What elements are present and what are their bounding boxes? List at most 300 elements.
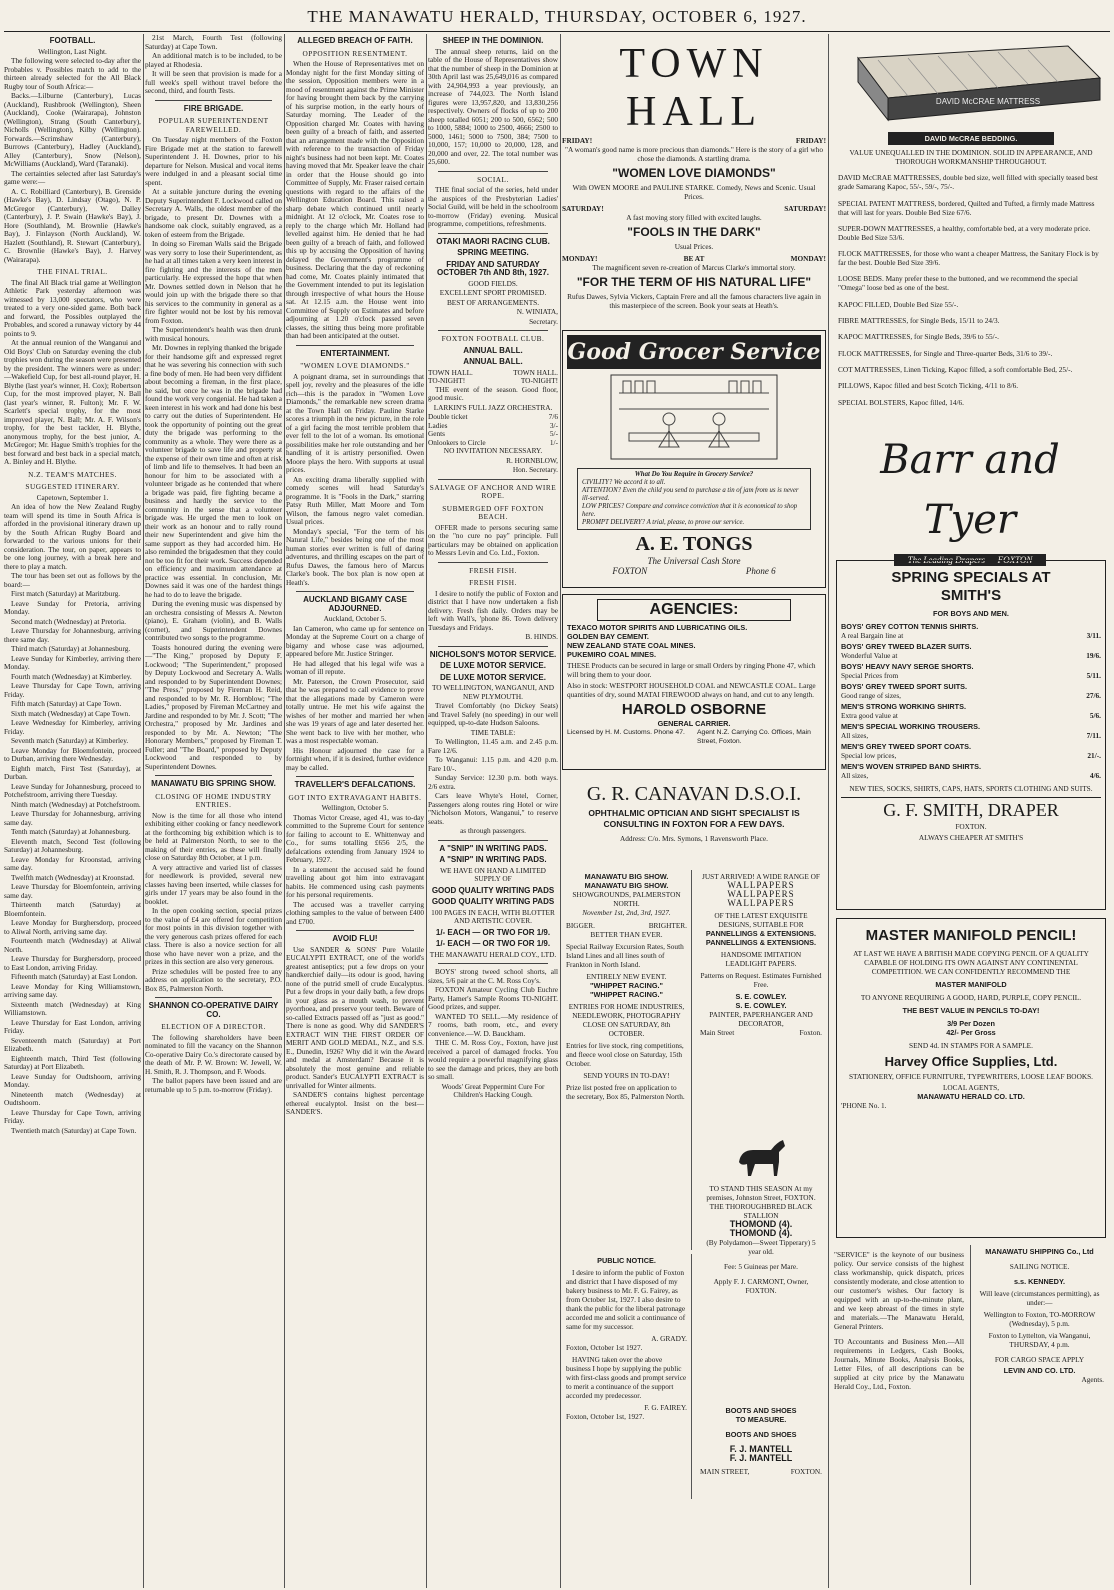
itinerary-item: Twentieth match (Saturday) at Cape Town. [11, 1125, 137, 1135]
signature: Apply F. J. CARMONT, Owner, FOXTON. [713, 1277, 809, 1295]
special-name: BOYS' GREY TWEED SPORT SUITS. [841, 682, 968, 691]
saturday-row [562, 204, 826, 213]
article-paragraph: A very attractive and varied list of classes for needlework is provided, several new classes having been inserted, while classes for girls under 17 years may be also found in the booklet. [145, 862, 282, 906]
nz-team-subheading: SUGGESTED ITINERARY. [25, 482, 120, 491]
service-line: ATTENTION? Even the child you send to purchase a tin of jam from us is never ill-served. [582, 487, 799, 502]
mattress-list [838, 173, 1104, 406]
whippet-racing: "WHIPPET RACING." [590, 990, 663, 999]
ad-line: To Wanganui: 1.15 p.m. and 4.20 p.m. Fare 10/-. [428, 755, 558, 773]
mattress-label: DAVID McCRAE MATTRESS [935, 97, 1041, 106]
smiths-title: SPRING SPECIALS AT [891, 569, 1051, 586]
football-heading: FOOTBALL. [49, 36, 96, 45]
article-paragraph: Prize schedules will be posted free to any address on application to the secretary, P.O. Box 85, Palmerston North. [145, 966, 282, 993]
ad-paragraph: STATIONERY, OFFICE FURNITURE, TYPEWRITERS, LOOSE LEAF BOOKS. [848, 1072, 1094, 1081]
smiths-ad [836, 560, 1106, 910]
special-desc: Special Prices from [841, 671, 899, 680]
ad-line: WE HAVE ON HAND A LIMITED SUPPLY OF [440, 865, 546, 883]
special-desc: All sizes, [841, 771, 869, 780]
street: MAIN STREET, [700, 1467, 750, 1476]
divider [296, 776, 414, 777]
town-hall-title: TOWN HALL [619, 41, 769, 135]
special-price-row [841, 751, 1101, 760]
ad-line: EXCELLENT SPORT PROMISED. [439, 288, 547, 297]
ad-paragraph: VALUE UNEQUALLED IN THE DOMINION. SOLID IN APPEARANCE, AND THOROUGH WORKMANSHIP THROUGHOUT. [849, 148, 1093, 166]
ad-line: OF THE LATEST EXQUISITE DESIGNS, SUITABLE FOR [714, 911, 808, 929]
ad-paragraph: TO Accountants and Business Men.—All requirements in Ledgers, Cash Books, Journals, Minute Books, Analysis Books, Letter Files, of all descriptions can be supplied at city price by the Manawatu Herald Coy., Ltd., Foxton. [834, 1337, 964, 1391]
ad-paragraph: FOR CARGO SPACE APPLY [994, 1355, 1085, 1364]
agencies-title: AGENCIES: [597, 599, 791, 621]
article-paragraph: At the annual reunion of the Wanganui and Old Boys' Club on Saturday evening the club trophies won during the season were presented by the president. The winners were as under:—Wakefield Cup, for best all-round player, H. Blythe (last year's winner, H. Cox); Robertson Cup, for the most improved player, N. Ball (last year's winner, R. Fulton); Mr. F. W. Scarlett's special trophy, for the most improved player, N. Ball; Mr. A. F. Wilson's trophy, for the best tackler, H. Blythe, anonymous trophy, for the best junior, A. McGregor; Mr. Hague Smith's trophies for the best forward and best back in a special match, A. Binley and H. Blythe. [4, 338, 141, 466]
itinerary-list [4, 590, 141, 1135]
fire-brigade-body [145, 136, 282, 771]
otaki-subheading: SPRING MEETING. [457, 248, 529, 257]
special-price: 4/6. [1089, 771, 1101, 780]
snip-heading: A "SNIP" IN WRITING PADS. [439, 843, 547, 853]
itinerary-item: Eighth match, First Test (Saturday), at Durban. [4, 763, 141, 781]
fire-brigade-heading: FIRE BRIGADE. [183, 103, 244, 113]
ad-line: (By Polydamon—Sweet Tipperary) 5 year old. [706, 1238, 816, 1256]
grocer-phone: Phone 6 [745, 566, 776, 576]
ship-name: s.s. KENNEDY. [1013, 1277, 1066, 1286]
divider [155, 775, 272, 776]
article-paragraph: Toasts honoured during the evening were—"The King," proposed by Deputy F. Lockwood; "The Superintendent," proposed by Deputy Lockwood and Secretary A. Walls and responded to by Superintendent Downes; "The Press," proposed by Fireman H. Reid, and responded to by Mr. R. Hornblow; "The Ladies," proposed by Fireman McCartney and Jardine and responded to by Mr. J. Scott; "The Orchestra," proposed by Mr. Jardines and responded to by Mr. A. Newton; "The Honorary Members," proposed by Fireman T. Fuller; and "The Board," proposed by Deputy Lockwood and responded to by Superintendent Downes. [145, 642, 282, 771]
grocer-sub: The Universal Cash Store [647, 556, 741, 566]
column-4 [428, 34, 558, 1588]
mattress-item: KAPOC FILLED, Double Bed Size 55/-. [838, 299, 959, 309]
special-desc: Wonderful Value at [841, 651, 898, 660]
article-paragraph: Monday's special, "For the term of his Natural Life," besides being one of the most human stories ever written is full of daring adventures, and thrilling escapes on the part of Rufus Dawes, the famous hero of Marcus Clarke's book. The box plan is now open at Heath's. [286, 526, 424, 587]
footer-right: Agent N.Z. Carrying Co. Offices, Main Street, Foxton. [697, 729, 811, 745]
special-item [841, 622, 1101, 640]
printing-service-ad [830, 1245, 968, 1585]
divider [155, 997, 272, 998]
ad-paragraph: Usual Prices. [674, 242, 714, 251]
fire-brigade-subheading: POPULAR SUPERINTENDENT FAREWELLED. [158, 116, 269, 134]
ad-paragraph: SEND 4d. IN STAMPS FOR A SAMPLE. [909, 1041, 1033, 1050]
grocer-name: A. E. TONGS [635, 533, 753, 555]
specials-list [841, 622, 1101, 780]
boots-ad [696, 1404, 826, 1574]
pad-price: 1/- EACH — OR TWO FOR 1/9. [435, 939, 551, 948]
special-price-row [841, 691, 1101, 700]
grocer-footer [563, 566, 825, 576]
itinerary-item: Ninth match (Wednesday) at Potchefstroom. [11, 799, 141, 809]
day-right: SATURDAY! [784, 204, 826, 213]
itinerary-item: Sixteenth match (Wednesday) at King Williamstown. [4, 999, 141, 1017]
article-paragraph: A. C. Robilliard (Canterbury), B. Grenside (Hawke's Bay), D. Lindsay (Otago), N. P. McGregor (Canterbury), W. Dalley (Canterbury), J. P. Swain (Hawke's Bay), J. Hore (Southland), M. Brownlie (Hawke's Bay), J. Finlayson (North Auckland), W. Hazlett (Southland), R. Stewart (Canterbury), C. Brownlie (Hawke's Bay), J. Harvey (Wairarapa). [4, 186, 141, 264]
mattress-item: FLOCK MATTRESSES, for those who want a cheaper Mattress, the Sanitary Flock is by far the best. Double Bed Size 39/6. [838, 249, 1099, 268]
itinerary-item: Leave Monday for Bloemfontein, proceed to Durban, arriving there Wednesday. [4, 745, 141, 763]
wallpapers: WALLPAPERS [727, 889, 795, 899]
price-value: 5/- [549, 429, 558, 438]
dairy-subheading: ELECTION OF A DIRECTOR. [161, 1022, 266, 1031]
mattress-illustration [838, 38, 1104, 128]
ad-paragraph: A fast moving story filled with excited laughs. [626, 213, 762, 222]
ad-paragraph: Travel Comfortably (no Dickey Seats) and Travel Safely (no speeding) in our well equipped, up-to-date Hudson Saloons. [428, 701, 558, 727]
dateline: Wellington, Last Night. [38, 46, 107, 56]
show-dates: November 1st, 2nd, 3rd, 1927. [582, 908, 671, 917]
show-line: ENTIRELY NEW EVENT. [586, 972, 667, 981]
spring-show-subheading: CLOSING OF HOME INDUSTRY ENTRIES. [155, 791, 272, 809]
itinerary-item: Leave Monday for Burghersdorp, proceed to Aliwal North, arriving same day. [4, 918, 141, 936]
price: 3/9 Per Dozen [947, 1019, 995, 1028]
breach-of-faith-heading: ALLEGED BREACH OF FAITH. [297, 36, 413, 45]
smiths-title: SMITH'S [940, 587, 1002, 604]
ad-line: TIME TABLE: [470, 727, 516, 737]
horse-icon [731, 1132, 791, 1182]
otaki-dates: FRIDAY AND SATURDAY OCTOBER 7th AND 8th, 1927. [436, 259, 550, 277]
snip-heading: A "SNIP" IN WRITING PADS. [439, 855, 547, 864]
article-paragraph: The following shareholders have been nominated to fill the vacancy on the Shannon Co-operative Dairy Co.'s directorate caused by the death of Mr. P. W. Brown: W. Jewell, W. H. Smith, R. J. Thompson, and F. Woods. [145, 1032, 282, 1076]
article-paragraph: Thomas Victor Crease, aged 41, was to-day committed to the Supreme Court for sentence for failing to account to E. Whittenway and Co., for sums totalling £656 2/5, the defalcations extending from January 1924 to February, 1927. [286, 812, 424, 864]
fish-heading: FRESH FISH. [469, 578, 517, 587]
itinerary-item: Fifteenth match (Saturday) at East London. [11, 972, 138, 981]
itinerary-item: Leave Sunday for Oudtshoorn, arriving Monday. [4, 1071, 141, 1089]
date-left: TO-NIGHT! [428, 376, 466, 385]
itinerary-item: Leave Thursday for Burghersdorp, proceed to East London, arriving Friday. [4, 954, 141, 972]
stallion-name: THOMOND (4). [729, 1228, 793, 1238]
ad-line: TO WELLINGTON, WANGANUI, AND NEW PLYMOUTH. [431, 683, 555, 701]
special-name: MEN'S STRONG WORKING SHIRTS. [841, 702, 966, 711]
itinerary-item: Leave Sunday for Pretoria, arriving Monday. [4, 598, 141, 616]
show-row [566, 921, 687, 930]
column-rule [284, 34, 285, 1588]
barr-tyer-tagline: The Leading Drapers — FOXTON [894, 554, 1047, 566]
show-heading: MANAWATU BIG SHOW. [584, 872, 669, 881]
ad-paragraph: THE event of the season. Good floor, good music. [428, 384, 558, 402]
itinerary-item: Leave Thursday for Cape Town, arriving Friday. [4, 681, 141, 699]
cowley-name: S. E. COWLEY. [735, 992, 787, 1001]
signature-title: Hon. Secretary. [512, 465, 558, 474]
special-name: BOYS' GREY COTTON TENNIS SHIRTS. [841, 622, 979, 631]
classified: FOXTON Amateur Cycling Club Euchre Party, Hamer's Sample Rooms TO-NIGHT. Good prizes, and supper. [428, 985, 558, 1011]
ad-paragraph: Rufus Dawes, Sylvia Vickers, Captain Frere and all the famous characters live again in this masterpiece of the screen. Book your seats at Heath's. [567, 292, 821, 310]
article-paragraph: THE final social of the series, held under the auspices of the Presbyterian Ladies' Social Guild, will be held in the schoolroom to-morrow (Friday) evening. Musical programme, competitions, refreshments. [428, 185, 558, 228]
divider [438, 840, 548, 841]
ad-paragraph: Foxton to Lyttelton, via Wanganui, THURSDAY, 4 p.m. [988, 1331, 1091, 1349]
special-item [841, 662, 1101, 680]
notice-date: Foxton, October 1st 1927. [566, 1343, 643, 1352]
film-title: "FOOLS IN THE DARK" [627, 225, 761, 239]
ad-paragraph: I desire to notify the public of Foxton and district that I have now undertaken a fish delivery. Fresh fish daily. Orders may be left with Wall's, 'phone 86. Town delivery Tuesdays and Fridays. [428, 588, 558, 632]
osborne-name: HAROLD OSBORNE [621, 701, 767, 718]
article-paragraph: The annual sheep returns, laid on the table of the House of Representatives show that the number of sheep in the Dominion at 30th April last was 25,649,016 as compared with 24,904,993 a year previously, an increase of 744,023. The North Island figures were 13,957,820, and 13,830,256 respectively. Owners of flocks of up to 200 sheep totalled 6051; 200 to 500, 6562; 500 to 1000, 5884; 1000 to 2500, 4666; 2500 to 5000, 1461; 5000 to 7500, 384; 7500 to 10,000, 157; 10,000 to 20,000, 128, and 20,000 and over, 22. The total number was 25,600. [428, 46, 558, 166]
canavan-text: OPHTHALMIC OPTICIAN AND SIGHT SPECIALIST IS CONSULTING IN FOXTON FOR A FEW DAYS. [588, 808, 800, 829]
town-hall-ad [562, 34, 826, 324]
cowley-role: PAINTER, PAPERHANGER AND DECORATOR, [709, 1010, 813, 1028]
itinerary-item: Fourteenth match (Wednesday) at Aliwal North. [4, 936, 141, 954]
special-name: MEN'S WOVEN STRIPED BAND SHIRTS. [841, 762, 981, 771]
fish-heading: FRESH FISH. [469, 565, 517, 575]
divider [438, 963, 548, 964]
day-right: MONDAY! [790, 254, 826, 263]
ad-line: Sunday Service: 12.30 p.m. both ways. 2/6 extra. [428, 773, 558, 791]
signature: B. HINDS. [525, 632, 558, 641]
article-paragraph: Now is the time for all those who intend exhibiting either cooking or fancy needlework at the forthcoming big exhibition which is to be held at Palmerston North, to see to the making of their entries, as these will finally close on Saturday 8th October, at 1 p.m. [145, 810, 282, 862]
venue-left: TOWN HALL. [428, 367, 473, 377]
itinerary-item: Leave Thursday for East London, arriving Friday. [4, 1017, 141, 1035]
article-paragraph: The accused was a traveller carrying clothing samples to the value of between £400 and £700. [286, 899, 424, 926]
special-desc: Extra good value at [841, 711, 898, 720]
divider [438, 646, 548, 647]
special-item [841, 702, 1101, 720]
special-desc: Special low prices, [841, 751, 897, 760]
osborne-footer [567, 728, 821, 746]
annual-ball: ANNUAL BALL. [463, 345, 523, 355]
canavan-ad [562, 778, 826, 868]
masthead-rule [4, 31, 1110, 32]
special-price-row [841, 671, 1101, 680]
article-paragraph: On Tuesday night members of the Foxton Fire Brigade met at the station to farewell Superintendent J. H. Downes, prior to his departure for Nelson. Musical and vocal items were indulged in and a pleasant social time spent. [145, 135, 282, 187]
agency-line: PUKEMIRO COAL MINES. [567, 650, 657, 659]
article-paragraph: It will be seen that provision is made for a full week's spell without travel before the second, third, and fourth Tests. [145, 69, 282, 95]
article-paragraph: In the open cooking section, special prizes to the value of £4 are offered for competition for most points in this division together with the very generous cash prizes offered for each class. There is also a novice section for all those who have never won a prize, and the prizes in this section are also very generous. [145, 906, 282, 966]
itinerary-item: Leave Thursday for Cape Town, arriving Friday. [4, 1107, 141, 1125]
price: 42/- Per Gross [946, 1028, 996, 1037]
pannellings: PANNELLINGS & EXTENSIONS. [705, 938, 817, 947]
divider [296, 345, 414, 346]
signature: A. GRADY. [651, 1334, 687, 1343]
monday-row [562, 254, 826, 263]
notice-date: Foxton, October 1st, 1927. [566, 1412, 645, 1421]
wallpapers-ad [696, 870, 826, 1125]
itinerary-item: Leave Sunday for Kimberley, arriving there Monday. [4, 653, 141, 671]
article-paragraph: At a suitable juncture during the evening Deputy Superintendent F. Lockwood called on Secretary A. Walls, the oldest member of the brigade, to present Dr. Downes with a handsome oak clock, suitably engraved, as a token of esteem from the Brigade. [145, 187, 282, 239]
special-price: 3/11. [1086, 631, 1101, 640]
social-heading: SOCIAL. [477, 174, 509, 184]
writing-pads: GOOD QUALITY WRITING PADS [431, 897, 555, 906]
ad-line: LOCAL AGENTS, [942, 1083, 1000, 1092]
itinerary-item: Leave Wednesday for Kimberley, arriving Friday. [4, 718, 141, 736]
ad-line: as through passengers. [460, 826, 526, 835]
ad-paragraph: ENTRIES FOR HOME INDUSTRIES, NEEDLEWORK, PHOTOGRAPHY CLOSE ON SATURDAY, 8th OCTOBER. [568, 1002, 685, 1038]
special-price-row [841, 631, 1101, 640]
special-item [841, 722, 1101, 740]
article-paragraph: Backs.—Lilburne (Canterbury), Lucas (Auckland), Rushbrook (Wellington), Sheen (Auckland), Cooke (Wairarapa), Johnston (Wellington), Strang (South Canterbury), Nicholls (Wellington), Kilby (Wellington). Forwards.—Scrimshaw (Canterbury), Burrows (Canterbury), Hadley (Auckland), Alley (Canterbury), Snow (Nelson), McWilliams (Auckland), Ward (Taranaki). [4, 91, 141, 168]
defalcations-heading: TRAVELLER'S DEFALCATIONS. [294, 780, 416, 789]
special-name: BOYS' GREY TWEED BLAZER SUITS. [841, 642, 972, 651]
article-paragraph: 21st March, Fourth Test (following Saturday) at Cape Town. [145, 34, 282, 51]
mattress-item: SPECIAL BOLSTERS, Kapoc filled, 14/6. [838, 397, 965, 407]
itinerary-item: Fourth match (Wednesday) at Kimberley. [11, 671, 132, 681]
barr-tyer-ad [840, 430, 1100, 565]
ad-paragraph: The magnificent seven re-creation of Marcus Clarke's immortal story. [592, 263, 796, 272]
classified: THE C. M. Ross Coy., Foxton, have just received a parcel of damaged frocks. You would require a powerful magnifying glass to see the damage and prices, they are both so small. [428, 1038, 558, 1081]
price-table [428, 413, 558, 447]
ad-paragraph: Also in stock: WESTPORT HOUSEHOLD COAL and NEWCASTLE COAL. Large quantities of dry, sound MATAI FIREWOOD always on hand, and cut to any length. [567, 681, 816, 699]
defalcations-body [286, 814, 424, 927]
article-paragraph: An additional match is to be included, to be played at Rhodesia. [145, 51, 282, 69]
entertainment-heading: ENTERTAINMENT. [320, 348, 390, 358]
special-price: 19/6. [1086, 651, 1101, 660]
motor-service-heading: NICHOLSON'S MOTOR SERVICE. [429, 649, 557, 659]
itinerary-item: Sixth match (Wednesday) at Cape Town. [11, 708, 131, 718]
special-desc: Good range of sizes, [841, 691, 901, 700]
special-price-row [841, 771, 1101, 780]
pannellings: PANNELLINGS & EXTENSIONS. [705, 929, 817, 938]
spring-show-heading: MANAWATU BIG SPRING SHOW. [151, 779, 276, 788]
classified: WANTED TO SELL.—My residence of 7 rooms, bath room, etc., and every convenience.—W. D. Bauckham. [428, 1011, 558, 1038]
defalcations-subheading: GOT INTO EXTRAVAGANT HABITS. [288, 792, 422, 802]
ad-paragraph: "A woman's good name is more precious than diamonds." Here is the story of a girl who chose the diamonds. A startling drama. [565, 145, 823, 163]
signature-title: Secretary. [529, 316, 558, 326]
article-paragraph: In doing so Fireman Walls said the Brigade was very sorry to lose their Superintendent, as he had at all times taken a very keen interest in fire fighting and the interests of the men particularly. He expressed the hope that when Mr. Downes settled down in Nelson that he would join up with the brigade there so that his services to the community in general as a fire fighter would not be lost by his removal from Foxton. [145, 239, 282, 325]
ad-paragraph: THESE Products can be secured in large or small Orders by ringing Phone 47, which will bring them to your door. [567, 661, 816, 679]
breach-of-faith-subheading: OPPOSITION RESENTMENT. [302, 48, 408, 58]
agencies-ad [562, 594, 826, 770]
special-desc: All sizes, [841, 731, 869, 740]
price-row [428, 413, 558, 422]
agency-line: NEW ZEALAND STATE COAL MINES. [567, 641, 696, 650]
special-price: 7/11. [1086, 731, 1101, 740]
special-price-row [841, 731, 1101, 740]
mattress-item: SPECIAL PATENT MATTRESS, bordered, Quilted and Tufted, a firmly made Mattress that will last for years. Double Bed Size 67/6. [838, 198, 1095, 217]
special-item [841, 762, 1101, 780]
article-paragraph: In a statement the accused said he found travelling about got him into extravagant habits. He commenced using cash payments for his personal requirements. [286, 864, 424, 899]
special-price-row [841, 711, 1101, 720]
notice-paragraph: HAVING taken over the above business I hope by supplying the public with first-class goods and prompt service to merit a continuance of the support accorded my predecessor. [566, 1355, 687, 1400]
stallion-name: THOMOND (4). [729, 1219, 793, 1229]
itinerary-item: Leave Thursday for Johannesburg, arriving there same day. [4, 626, 141, 644]
divider [296, 930, 414, 931]
day-left: SATURDAY! [562, 204, 604, 213]
sheep-heading: SHEEP IN THE DOMINION. [442, 36, 544, 45]
special-price: 27/6. [1086, 691, 1101, 700]
column-2 [145, 34, 282, 1588]
special-item [841, 642, 1101, 660]
classified: BOYS' strong tweed school shorts, all sizes, 5/6 pair at the C. M. Ross Coy's. [428, 967, 558, 985]
public-notice [562, 1254, 692, 1499]
pad-price: 1/- EACH — OR TWO FOR 1/9. [435, 927, 551, 937]
article-paragraph: When the House of Representatives met on Monday night for the first Monday sitting of the session, Opposition members were in a mood of resentment against the Prime Minister for having brought them back by the carrying of his surprise motion, in the early hours of Saturday morning. The Leader of the Opposition charged Mr. Coates with having been guilty of a breach of faith, and asserted that an arrangement made with the Opposition with reference to the transaction of Friday night's business had not been kept. Mr. Coates having moved that Mr. Speaker leave the chair in order that the House should go into Committee of Supply, Mr. Fraser raised certain questions with regard to the affairs of the Wellington Education Board. This raised a sharp debate which continued until nearly midnight. At 12 o'clock, Mr. Coates rose to reply to the charge which Mr. Holland had levelled against him. He denied that he had been guilty of a breach of faith, and followed this up by accusing the Opposition of having delayed the Government's programme of business. Declaring that the day of reckoning had come, Mr. Coates plainly intimated that the Government intended to put its legislation through irrespective of what hours the House sat. At 12.15 a.m. the House went into Committee of Supply on Estimates and before adjourning at 1.20 o'clock passed seven classes, the sitting thus being more profitable than had been anticipated at the outset. [286, 59, 424, 340]
itinerary-item: Eighteenth match, Third Test (following Saturday) at Port Elizabeth. [4, 1053, 141, 1071]
itinerary-item: Nineteenth match (Wednesday) at Oudtshoorn. [4, 1089, 141, 1107]
writing-pads: GOOD QUALITY WRITING PADS [431, 885, 555, 895]
itinerary-item: Seventeenth match (Saturday) at Port Elizabeth. [4, 1035, 141, 1053]
salvage-subheading: SUBMERGED OFF FOXTON BEACH. [442, 503, 544, 521]
brighter: BRIGHTER. [648, 921, 687, 930]
special-price: 5/11. [1086, 671, 1101, 680]
ad-paragraph: TO ANYONE REQUIRING A GOOD, HARD, PURPLE, COPY PENCIL. [860, 993, 1082, 1002]
dateline: Wellington, October 5. [321, 803, 389, 812]
avoid-flu-heading: AVOID FLU! [332, 934, 378, 943]
shipping-ad [970, 1245, 1108, 1585]
bigger: BIGGER. [566, 921, 595, 930]
ad-line: NO INVITATION NECESSARY. [443, 446, 543, 455]
shipping-heading: MANAWATU SHIPPING Co., Ltd [985, 1247, 1094, 1256]
mantell-name: F. J. MANTELL [729, 1453, 793, 1463]
deluxe-heading: DE LUXE MOTOR SERVICE. [440, 672, 546, 682]
divider [438, 562, 548, 563]
article-paragraph: The ballot papers have been issued and are returnable up to 5 p.m. to-morrow (Friday). [145, 1076, 282, 1094]
divider [155, 100, 272, 101]
grocer-ad [562, 330, 826, 588]
bigamy-body [286, 625, 424, 773]
ad-paragraph: Cars leave Whyte's Hotel, Corner, Passengers along routes ring Hotel or wire "Nicholson Motors, Wanganui," to reserve seats. [428, 791, 558, 826]
venue-right: TOWN HALL. [513, 367, 558, 377]
trial-heading: THE FINAL TRIAL. [37, 267, 108, 276]
boots-line: BOOTS AND SHOES [725, 1406, 797, 1415]
service-box [577, 468, 811, 530]
cowley-address [700, 1028, 822, 1037]
day-left: FRIDAY! [562, 136, 593, 145]
ad-line: To Wellington, 11.45 a.m. and 2.45 p.m. Fare 12/6. [428, 737, 558, 755]
itinerary-item: Leave Thursday for Bloemfontein, arriving same day. [4, 882, 141, 900]
article-paragraph: The final All Black trial game at Wellington Athletic Park yesterday afternoon was witnessed by 13,000 spectators, who were treated to a very one-sided game. Both back and forward, the Possibles outplayed the Probables, and scored a runaway victory by 44 points to 9. [4, 277, 141, 338]
agents: Agents. [1081, 1375, 1104, 1384]
ad-paragraph: "SERVICE" is the keynote of our business policy. Our service consists of the highest class workmanship, quick dispatch, prices consistently moderate, and close attention to our customer's wishes. Our factory is equipped with an up-to-the-minute plant, and we keep abreast of the times in style and materials.—The Manawatu Herald, General Printers. [834, 1250, 964, 1331]
street: Main Street [700, 1028, 735, 1037]
dateline: Capetown, September 1. [36, 492, 109, 502]
shop-counter-illustration [609, 373, 779, 461]
levin-name: LEVIN AND CO. LTD. [1003, 1366, 1076, 1375]
football-club-heading: FOXTON FOOTBALL CLUB. [441, 334, 545, 343]
mccrae-banner: DAVID McCRAE BEDDING. [888, 132, 1054, 145]
date-right: TO-NIGHT! [520, 376, 558, 385]
service-line: LOW PRICES? Compare and convince conviction that it is economical to shop here. [582, 503, 798, 518]
wallpapers: WALLPAPERS [727, 880, 795, 890]
friday-row [562, 136, 826, 145]
ad-paragraph: OFFER made to persons securing same on the "no cure no pay" principle. Full particulars may be obtained on application to Messrs Levin and Co. Ltd., Foxton. [428, 522, 558, 557]
special-item [841, 742, 1101, 760]
show-line: SEND YOURS IN TO-DAY! [583, 1071, 670, 1080]
agent-name: MANAWATU HERALD CO. LTD. [917, 1092, 1025, 1101]
mattress-item: COT MATTRESSES, Linen Ticking, Kapoc filled, a soft comfortable Bed, 25/-. [838, 364, 1073, 374]
divider [438, 171, 548, 172]
article-paragraph: Mr. Paterson, the Crown Prosecutor, said that he was prepared to call evidence to prove that the allegations made by Cameron were totally untrue. He met his wife against the wishes of her mother and married her when she was 19 years of age and later deserted her. She went back to live with her mother, who was a most respectable woman. [286, 676, 424, 745]
deluxe-heading: DE LUXE MOTOR SERVICE. [440, 661, 546, 670]
day-left: MONDAY! [562, 254, 598, 263]
ad-paragraph: Prize list posted free on application to the secretary, Box 85, Palmerston North. [566, 1083, 685, 1101]
ad-paragraph: AT LAST WE HAVE A BRITISH MADE COPYING PENCIL OF A QUALITY CAPABLE OF HOLDING ITS OWN AGAINST ANY CONTINENTAL COMPETITION. WE CAN CONFIDENTLY RECOMMEND THE [853, 949, 1089, 976]
stallion-ad [696, 1130, 826, 1400]
ad-paragraph: Will leave (circumstances permitting), as under:— [979, 1289, 1100, 1307]
service-line: CIVILITY? We accord it to all. [582, 479, 666, 486]
entertainment-subheading: "WOMEN LOVE DIAMONDS." [300, 361, 410, 370]
cowley-name: S. E. COWLEY. [735, 1001, 787, 1010]
day-right: FRIDAY! [795, 136, 826, 145]
article-paragraph: SANDER'S contains highest percentage ethereal eucalyptol. Insist on the best—SANDER'S. [286, 1090, 424, 1116]
special-price-row [841, 651, 1101, 660]
divider [438, 479, 548, 480]
ad-paragraph: Wellington to Foxton, TO-MORROW (Wednesday), 5 p.m. [983, 1310, 1096, 1328]
harvey-name: Harvey Office Supplies, Ltd. [884, 1054, 1058, 1069]
column-rule [426, 34, 427, 1588]
price-value: 1/- [549, 437, 558, 447]
whippet-racing: "WHIPPET RACING." [590, 981, 663, 990]
agency-line: TEXACO MOTOR SPIRITS AND LUBRICATING OILS. [567, 623, 748, 632]
ad-line: Patterns on Request. Estimates Furnished Free. [700, 971, 822, 989]
special-desc: A real Bargain line at [841, 631, 904, 640]
dairy-heading: SHANNON CO-OPERATIVE DAIRY CO. [148, 1001, 279, 1019]
notice-paragraph: I desire to inform the public of Foxton and district that I have disposed of my bakery business to Mr. F. G. Fairey, as from October 1st, 1927. I also desire to thank the public for the liberal patronage accorded me and solicit a continuance of same for my successor. [566, 1268, 686, 1331]
itinerary-item: Leave Monday for Kroonstad, arriving same day. [4, 854, 141, 872]
grocer-title: Good Grocer Service [567, 335, 821, 369]
special-name: MEN'S GREY TWEED SPORT COATS. [841, 742, 971, 751]
mattress-item: DAVID McCRAE MATTRESSES, double bed size, well filled with specially teased best grade Samarang Kapoc, 55/-, 59/-, 75/-. [838, 173, 1098, 192]
smith-tagline: ALWAYS CHEAPER AT SMITH'S [918, 833, 1024, 842]
town: Foxton. [799, 1028, 822, 1037]
wallpapers: WALLPAPERS [727, 898, 795, 908]
divider [296, 591, 414, 592]
itinerary-item: Eleventh match, Second Test (following Saturday) at Johannesburg. [4, 836, 141, 854]
bigamy-heading: AUCKLAND BIGAMY CASE ADJOURNED. [303, 595, 407, 613]
article-paragraph: An idea of how the New Zealand Rugby team will spend its time in South Africa is afforded in the provisional itinerary drawn up by the South African Rugby Board and forwarded to the various unions for their consideration. The tour, on paper, appears to be one long journey, with a break here and there to play a match. [4, 502, 141, 571]
divider [438, 330, 548, 331]
smith-name: G. F. SMITH, DRAPER [841, 797, 1101, 822]
nz-team-heading: N.Z. TEAM'S MATCHES. [28, 469, 117, 479]
itinerary-item: First match (Saturday) at Maritzburg. [11, 589, 121, 598]
